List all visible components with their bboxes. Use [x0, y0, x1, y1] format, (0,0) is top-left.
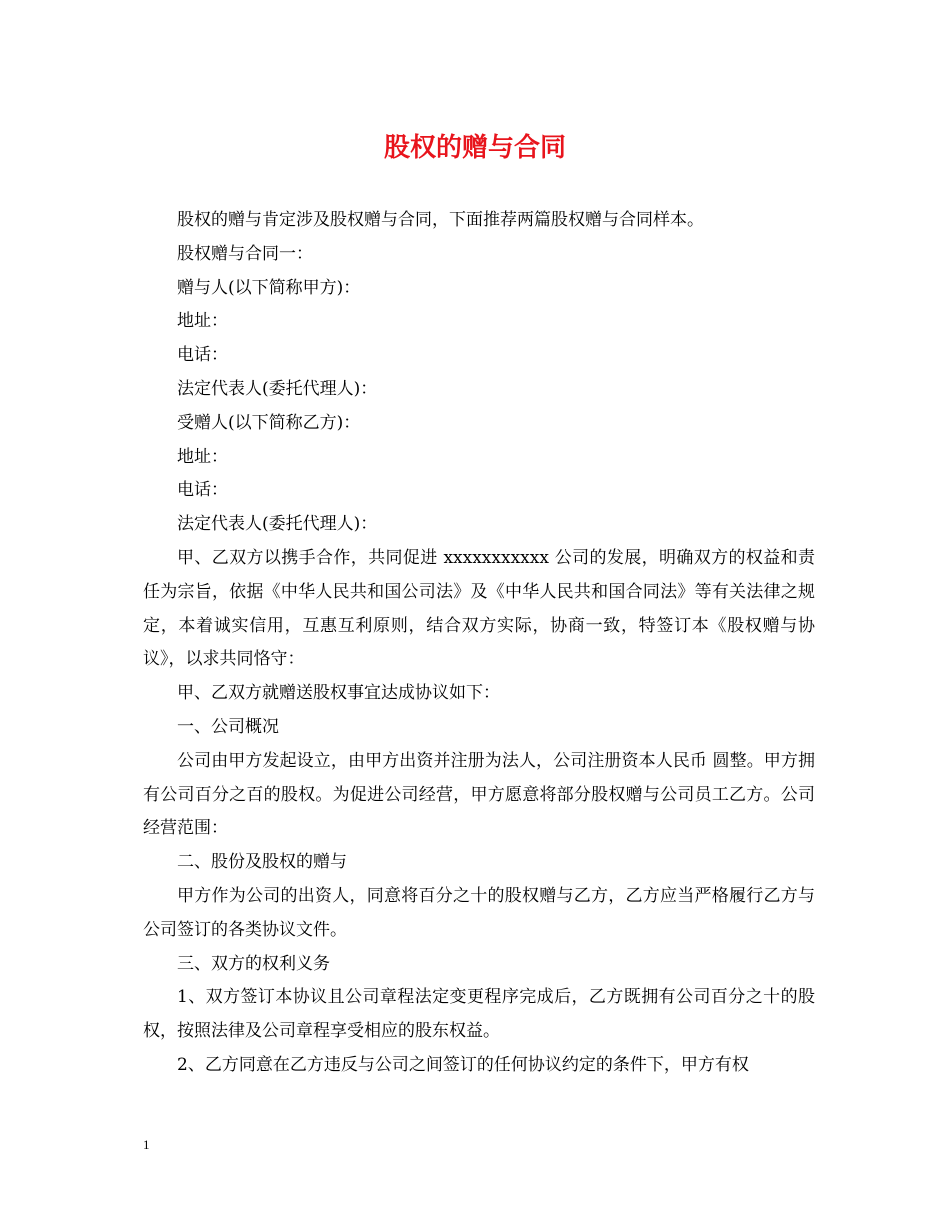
paragraph-contract-one-heading: 股权赠与合同一： [177, 243, 313, 264]
paragraph-company-overview: 公司由甲方发起设立，由甲方出资并注册为法人，公司注册资本人民币 圆整。甲方拥有公司百分之百的股权。为促进公司经营，甲方愿意将部分股权赠与公司员工乙方。公司经营范围： [143, 750, 815, 839]
section-heading-company-overview: 一、公司概况 [177, 716, 279, 737]
paragraph-donee-address: 地址： [177, 446, 228, 467]
paragraph-donee-phone: 电话： [177, 480, 228, 501]
paragraph-donee-representative: 法定代表人(委托代理人)： [177, 514, 378, 535]
paragraph-donor-address: 地址： [177, 311, 228, 332]
paragraph-donor: 赠与人(以下简称甲方)： [177, 277, 361, 298]
paragraph-agreement-intro: 甲、乙双方就赠送股权事宜达成协议如下： [177, 683, 500, 704]
document-body [143, 204, 815, 1083]
paragraph-clause-1: 1、双方签订本协议且公司章程法定变更程序完成后，乙方既拥有公司百分之十的股权，按照法律及公司章程享受相应的股东权益。 [143, 987, 815, 1042]
paragraph-share-gift: 甲方作为公司的出资人，同意将百分之十的股权赠与乙方，乙方应当严格履行乙方与公司签订的各类协议文件。 [143, 885, 815, 940]
page-number: 1 [143, 1137, 150, 1152]
section-heading-rights-obligations: 三、双方的权利义务 [177, 953, 330, 974]
paragraph-donor-representative: 法定代表人(委托代理人)： [177, 378, 378, 399]
section-heading-share-gift: 二、股份及股权的赠与 [177, 852, 347, 873]
document-title: 股权的赠与合同 [383, 133, 566, 163]
paragraph-donor-phone: 电话： [177, 345, 228, 366]
paragraph-donee: 受赠人(以下简称乙方)： [177, 412, 361, 433]
paragraph-purpose: 甲、乙双方以携手合作，共同促进 xxxxxxxxxxx 公司的发展，明确双方的权益和责任为宗旨，依据《中华人民共和国公司法》及《中华人民共和国合同法》等有关法律之规定，本着诚实信用，互惠互利原则，结合双方实际，协商一致，特签订本《股权赠与协议》，以求共同恪守： [143, 547, 815, 670]
paragraph-intro: 股权的赠与肯定涉及股权赠与合同，下面推荐两篇股权赠与合同样本。 [177, 210, 704, 230]
paragraph-clause-2: 2、乙方同意在乙方违反与公司之间签订的任何协议约定的条件下，甲方有权 [177, 1054, 749, 1075]
